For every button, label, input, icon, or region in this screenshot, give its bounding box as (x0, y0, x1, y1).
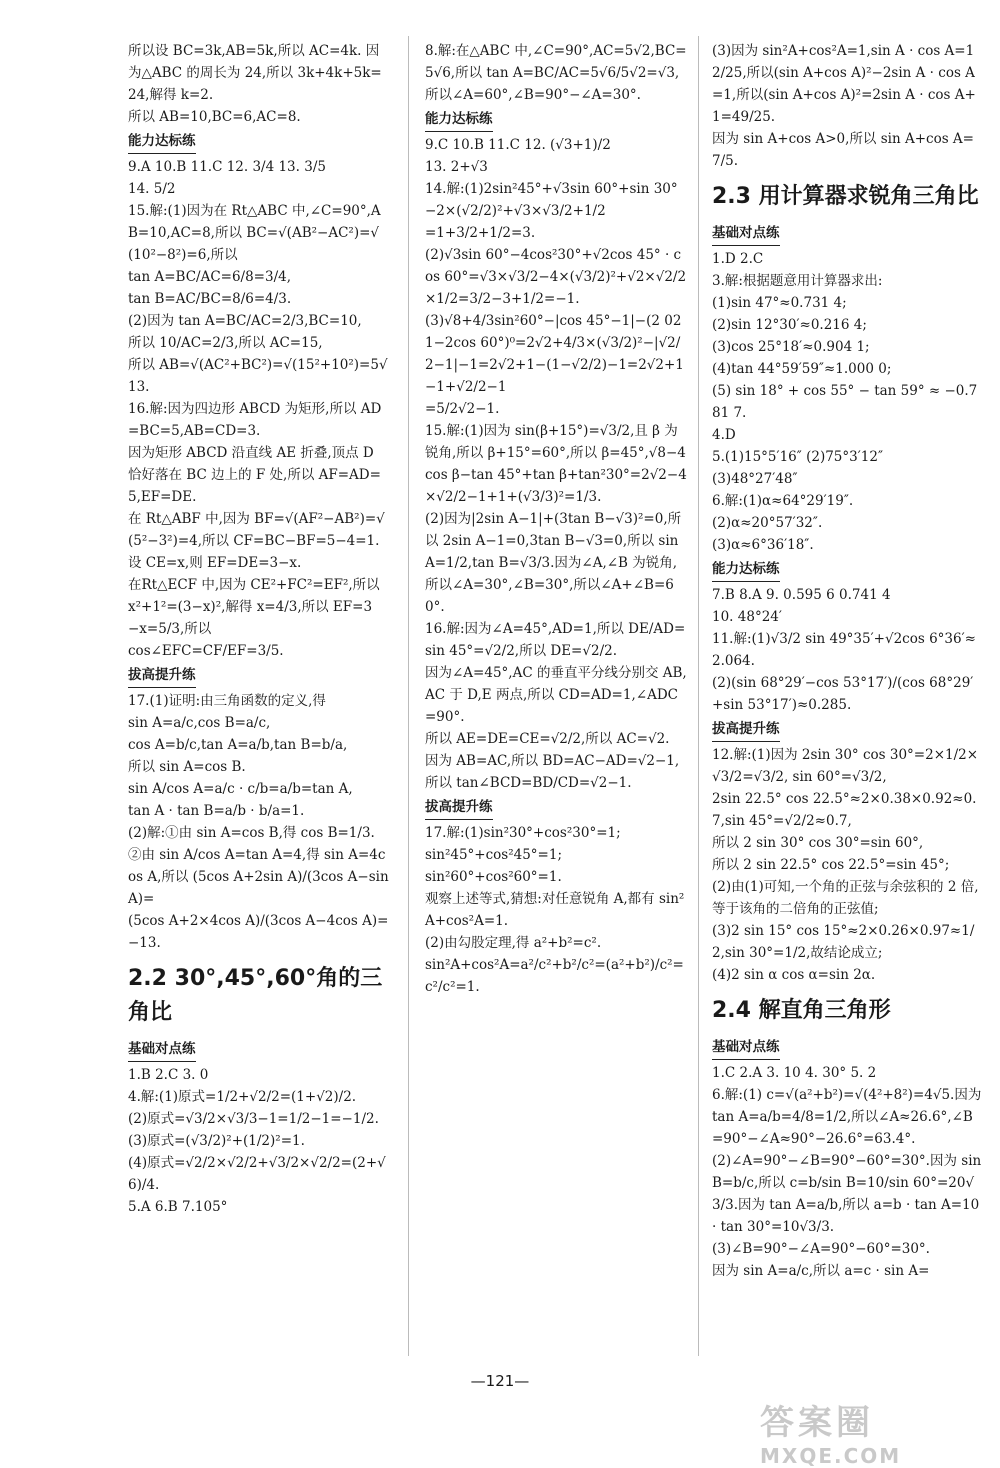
answer-line: 所以 2 sin 30° cos 30°=sin 60°, (712, 835, 924, 851)
answer-line: 9.A 10.B 11.C 12. 3/4 13. 3/5 (128, 159, 326, 175)
answer-line: sin²A+cos²A=a²/c²+b²/c²=(a²+b²)/c²=c²/c²=1. (425, 957, 684, 995)
answer-line: (2)由(1)可知,一个角的正弦与余弦积的 2 倍,等于该角的二倍角的正弦值; (712, 879, 979, 917)
column-divider (408, 36, 409, 1356)
answer-line: 6.解:(1) c=√(a²+b²)=√(4²+8²)=4√5.因为 tan A=a/b=4/8=1/2,所以∠A≈26.6°,∠B=90°−∠A≈90°−26.6°=63.4°. (712, 1087, 982, 1147)
section-title: 2.3 用计算器求锐角三角比 (712, 184, 979, 209)
subsection-heading-row (425, 106, 687, 134)
answer-line: (2)原式=√3/2×√3/3−1=1/2−1=−1/2. (128, 1111, 379, 1127)
answer-line: 8.解:在△ABC 中,∠C=90°,AC=5√2,BC=5√6,所以 tan A=BC/AC=5√6/5√2=√3,所以∠A=60°,∠B=90°−∠A=30°. (425, 43, 687, 103)
answer-line: 3.解:根据题意用计算器求出: (712, 273, 883, 289)
answer-line: (2)因为 tan A=BC/AC=2/3,BC=10, (128, 313, 362, 329)
subsection-heading-row (712, 1034, 982, 1062)
answer-line: 所以 AB=√(AC²+BC²)=√(15²+10²)=5√13. (128, 357, 388, 395)
section-title: 2.4 解直角三角形 (712, 998, 891, 1023)
answer-line: 因为 sin A+cos A>0,所以 sin A+cos A=7/5. (712, 131, 974, 169)
answer-line: sin A/cos A=a/c · c/b=a/b=tan A, (128, 781, 353, 797)
answer-line: 因为∠A=45°,AC 的垂直平分线分别交 AB,AC 于 D,E 两点,所以 CD=AD=1,∠ADC=90°. (425, 665, 687, 725)
answer-line: (3)√8+4/3sin²60°−|cos 45°−1|−(2 021−2cos 60°)⁰=2√2+4/3×(√3/2)²−|√2/2−1|−1=2√2+1−(1−√2/2)−1=2√2+1−1+√2/2−1 (425, 313, 684, 395)
answer-line: 6.解:(1)α≈64°29′19″. (712, 493, 854, 509)
answer-line: 1.C 2.A 3. 10 4. 30° 5. 2 (712, 1065, 877, 1081)
subsection-heading: 能力达标练 (712, 558, 780, 582)
answer-line: 在 Rt△ABF 中,因为 BF=√(AF²−AB²)=√(5²−3²)=4,所以 CF=BC−BF=5−4=1. (128, 511, 385, 549)
answer-line: 13. 2+√3 (425, 159, 488, 175)
watermark-text: 答案圈 (760, 1403, 874, 1443)
answer-line: tan A · tan B=a/b · b/a=1. (128, 803, 305, 819)
column-left (128, 40, 390, 1218)
watermark-url: MXQE.COM (760, 1444, 902, 1468)
answer-line: (4)原式=√2/2×√2/2+√3/2×√2/2=(2+√6)/4. (128, 1155, 386, 1193)
subsection-heading: 拔高提升练 (128, 664, 196, 688)
answer-line: (3)cos 25°18′≈0.904 1; (712, 339, 870, 355)
answer-line: 1.B 2.C 3. 0 (128, 1067, 209, 1083)
column-right (712, 40, 982, 1282)
answer-line: 14. 5/2 (128, 181, 176, 197)
answer-line: (4)tan 44°59′59″≈1.000 0; (712, 361, 892, 377)
answer-line: 17.解:(1)sin²30°+cos²30°=1; (425, 825, 621, 841)
answer-line: 所以 AB=10,BC=6,AC=8. (128, 109, 301, 125)
answer-line: (2)由勾股定理,得 a²+b²=c². (425, 935, 602, 951)
answer-line: ②由 sin A/cos A=tan A=4,得 sin A=4cos A,所以 (5cos A+2sin A)/(3cos A−sin A)= (128, 847, 389, 907)
subsection-heading-row (712, 556, 982, 584)
answer-line: 17.(1)证明:由三角函数的定义,得 (128, 693, 326, 709)
answer-line: 4.D (712, 427, 736, 443)
answer-line: (2)(sin 68°29′−cos 53°17′)/(cos 68°29′+sin 53°17′)≈0.285. (712, 675, 974, 713)
page-number: —121— (470, 1372, 530, 1390)
answer-line: sin²45°+cos²45°=1; (425, 847, 562, 863)
answer-line: (2)解:①由 sin A=cos B,得 cos B=1/3. (128, 825, 375, 841)
answer-line: (2)∠A=90°−∠B=90°−60°=30°.因为 sin B=b/c,所以 c=b/sin B=10/sin 60°=20√3/3.因为 tan A=a/b,所以 a=b · tan A=10 · tan 30°=10√3/3. (712, 1153, 982, 1235)
answer-line: 观察上述等式,猜想:对任意锐角 A,都有 sin²A+cos²A=1. (425, 891, 685, 929)
column-divider (698, 36, 699, 1356)
subsection-heading: 能力达标练 (128, 130, 196, 154)
answer-line: (2)sin 12°30′≈0.216 4; (712, 317, 867, 333)
subsection-heading-row (712, 716, 982, 744)
subsection-heading: 能力达标练 (425, 108, 493, 132)
answer-line: 因为 AB=AC,所以 BD=AC−AD=√2−1,所以 tan∠BCD=BD/CD=√2−1. (425, 753, 680, 791)
answer-line: sin A=a/c,cos B=a/c, (128, 715, 271, 731)
answer-line: cos A=b/c,tan A=a/b,tan B=b/a, (128, 737, 348, 753)
answer-line: (3)原式=(√3/2)²+(1/2)²=1. (128, 1133, 305, 1149)
answer-line: (2)因为|2sin A−1|+(3tan B−√3)²=0,所以 2sin A−1=0,3tan B−√3=0,所以 sin A=1/2,tan B=√3/3.因为∠A,∠B 为锐角,所以∠A=30°,∠B=30°,所以∠A+∠B=60°. (425, 511, 682, 615)
answer-line: sin²60°+cos²60°=1. (425, 869, 562, 885)
answer-line: 10. 48°24′ (712, 609, 782, 625)
answer-line: (5cos A+2×4cos A)/(3cos A−4cos A)=−13. (128, 913, 389, 951)
answer-line: cos∠EFC=CF/EF=3/5. (128, 643, 284, 659)
answer-line: 16.解:因为四边形 ABCD 为矩形,所以 AD=BC=5,AB=CD=3. (128, 401, 382, 439)
subsection-heading: 基础对点练 (712, 1036, 780, 1060)
answer-line: 15.解:(1)因为 sin(β+15°)=√3/2,且 β 为锐角,所以 β+15°=60°,所以 β=45°,√8−4cos β−tan 45°+tan β+tan²30°=2√2−4×√2/2−1+1+(√3/3)²=1/3. (425, 423, 687, 505)
answer-line: (3)48°27′48″ (712, 471, 798, 487)
answer-line: 12.解:(1)因为 2sin 30° cos 30°=2×1/2×√3/2=√3/2, sin 60°=√3/2, (712, 747, 979, 785)
answer-line: tan A=BC/AC=6/8=3/4, (128, 269, 292, 285)
column-middle (425, 40, 687, 998)
answer-line: 5.A 6.B 7.105° (128, 1199, 228, 1215)
answer-line: 1.D 2.C (712, 251, 764, 267)
answer-line: (3)α≈6°36′18″. (712, 537, 814, 553)
answer-line: (1)sin 47°≈0.731 4; (712, 295, 847, 311)
subsection-heading-row (425, 794, 687, 822)
answer-line: 7.B 8.A 9. 0.595 6 0.741 4 (712, 587, 891, 603)
answer-line: 所以 10/AC=2/3,所以 AC=15, (128, 335, 323, 351)
answer-line: =1+3/2+1/2=3. (425, 225, 536, 241)
answer-line: 设 CE=x,则 EF=DE=3−x. (128, 555, 302, 571)
answer-line: 所以 2 sin 22.5° cos 22.5°=sin 45°; (712, 857, 950, 873)
answer-line: 9.C 10.B 11.C 12. (√3+1)/2 (425, 137, 611, 153)
answer-line: 所以 AE=DE=CE=√2/2,所以 AC=√2. (425, 731, 670, 747)
answer-line: 2sin 22.5° cos 22.5°≈2×0.38×0.92≈0.7,sin 45°=√2/2≈0.7, (712, 791, 977, 829)
answer-line: 所以设 BC=3k,AB=5k,所以 AC=4k. 因为△ABC 的周长为 24,所以 3k+4k+5k=24,解得 k=2. (128, 43, 382, 103)
subsection-heading: 拔高提升练 (425, 796, 493, 820)
answer-line: 所以 sin A=cos B. (128, 759, 246, 775)
answer-line: (5) sin 18° + cos 55° − tan 59° ≈ −0.781 7. (712, 383, 978, 421)
watermark-logo (760, 1395, 960, 1468)
answer-line: tan B=AC/BC=8/6=4/3. (128, 291, 292, 307)
subsection-heading: 基础对点练 (128, 1038, 196, 1062)
answer-line: 因为矩形 ABCD 沿直线 AE 折叠,顶点 D 恰好落在 BC 边上的 F 处,所以 AF=AD=5,EF=DE. (128, 445, 381, 505)
answer-line: (2)α≈20°57′32″. (712, 515, 823, 531)
answer-line: 16.解:因为∠A=45°,AD=1,所以 DE/AD=sin 45°=√2/2,所以 DE=√2/2. (425, 621, 686, 659)
answer-line: (3)因为 sin²A+cos²A=1,sin A · cos A=12/25,所以(sin A+cos A)²−2sin A · cos A=1,所以(sin A+cos A)²=2sin A · cos A+1=49/25. (712, 43, 976, 125)
subsection-heading: 拔高提升练 (712, 718, 780, 742)
answer-line: 4.解:(1)原式=1/2+√2/2=(1+√2)/2. (128, 1089, 357, 1105)
answer-line: 在Rt△ECF 中,因为 CE²+FC²=EF²,所以 x²+1²=(3−x)²,解得 x=4/3,所以 EF=3−x=5/3,所以 (128, 577, 380, 637)
subsection-heading: 基础对点练 (712, 222, 780, 246)
answer-line: (4)2 sin α cos α=sin 2α. (712, 967, 876, 983)
answer-line: (3)∠B=90°−∠A=90°−60°=30°. (712, 1241, 930, 1257)
answer-line: 14.解:(1)2sin²45°+√3sin 60°+sin 30°−2×(√2/2)²+√3×√3/2+1/2 (425, 181, 678, 219)
answer-line: 因为 sin A=a/c,所以 a=c · sin A= (712, 1263, 930, 1279)
subsection-heading-row (128, 662, 390, 690)
answer-line: 5.(1)15°5′16″ (2)75°3′12″ (712, 449, 884, 465)
answer-line: 11.解:(1)√3/2 sin 49°35′+√2cos 6°36′≈2.064. (712, 631, 976, 669)
answer-line: (2)√3sin 60°−4cos²30°+√2cos 45° · cos 60°=√3×√3/2−4×(√3/2)²+√2×√2/2×1/2=3/2−3+1/2=−1. (425, 247, 687, 307)
subsection-heading-row (712, 220, 982, 248)
subsection-heading-row (128, 128, 390, 156)
section-title: 2.2 30°,45°,60°角的三角比 (128, 966, 383, 1025)
answer-line: (3)2 sin 15° cos 15°≈2×0.26×0.97≈1/2,sin 30°=1/2,故结论成立; (712, 923, 975, 961)
answer-line: 15.解:(1)因为在 Rt△ABC 中,∠C=90°,AB=10,AC=8,所以 BC=√(AB²−AC²)=√(10²−8²)=6,所以 (128, 203, 381, 263)
subsection-heading-row (128, 1036, 390, 1064)
answer-line: =5/2√2−1. (425, 401, 500, 417)
